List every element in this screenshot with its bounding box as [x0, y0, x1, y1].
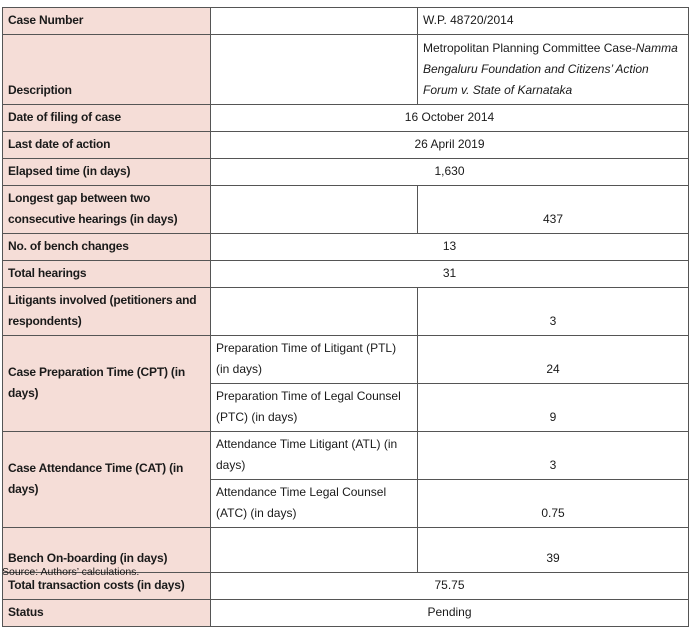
empty-cell: [211, 8, 418, 35]
status-label: Status: [3, 600, 211, 627]
source-note: Source: Authors’ calculations.: [2, 566, 140, 578]
row-status: [3, 600, 689, 627]
row-description: [3, 35, 689, 105]
empty-cell: [211, 35, 418, 105]
row-last-date: [3, 132, 689, 159]
last-date-label: Last date of action: [3, 132, 211, 159]
row-litigants: [3, 288, 689, 336]
bench-onboarding-label: Bench On-boarding (in days): [3, 528, 211, 573]
description-plain-text: Metropolitan Planning Committee Case-: [423, 41, 636, 55]
atc-value: 0.75: [418, 480, 689, 528]
date-of-filing-value: 16 October 2014: [211, 105, 689, 132]
case-number-value: W.P. 48720/2014: [418, 8, 689, 35]
last-date-value: 26 April 2019: [211, 132, 689, 159]
atl-label: Attendance Time Litigant (ATL) (in days): [211, 432, 418, 480]
bench-onboarding-value: 39: [418, 528, 689, 573]
empty-cell: [211, 186, 418, 234]
cat-label: Case Attendance Time (CAT) (in days): [3, 432, 211, 528]
litigants-label: Litigants involved (petitioners and respondents): [3, 288, 211, 336]
longest-gap-value: 437: [418, 186, 689, 234]
atc-label: Attendance Time Legal Counsel (ATC) (in days): [211, 480, 418, 528]
row-cat-atl: [3, 432, 689, 480]
ptc-value: 9: [418, 384, 689, 432]
case-details-table: [2, 7, 689, 627]
litigants-value: 3: [418, 288, 689, 336]
case-number-label: Case Number: [3, 8, 211, 35]
total-hearings-label: Total hearings: [3, 261, 211, 288]
empty-cell: [211, 528, 418, 573]
elapsed-value: 1,630: [211, 159, 689, 186]
ptc-label: Preparation Time of Legal Counsel (PTC) (in days): [211, 384, 418, 432]
bench-changes-value: 13: [211, 234, 689, 261]
description-label: Description: [3, 35, 211, 105]
row-bench-changes: [3, 234, 689, 261]
row-longest-gap: [3, 186, 689, 234]
cpt-label: Case Preparation Time (CPT) (in days): [3, 336, 211, 432]
atl-value: 3: [418, 432, 689, 480]
status-value: Pending: [211, 600, 689, 627]
total-costs-value: 75.75: [211, 573, 689, 600]
row-case-number: [3, 8, 689, 35]
row-elapsed: [3, 159, 689, 186]
total-hearings-value: 31: [211, 261, 689, 288]
description-italic-text: Namma Bengaluru Foundation and Citizens’ Action Forum v. State of Karnataka: [423, 41, 678, 97]
row-total-hearings: [3, 261, 689, 288]
empty-cell: [211, 288, 418, 336]
total-costs-label: Total transaction costs (in days): [3, 573, 211, 600]
longest-gap-label: Longest gap between two consecutive hearings (in days): [3, 186, 211, 234]
row-cpt-ptl: [3, 336, 689, 384]
description-value: [418, 35, 689, 105]
ptl-label: Preparation Time of Litigant (PTL) (in days): [211, 336, 418, 384]
elapsed-label: Elapsed time (in days): [3, 159, 211, 186]
row-date-of-filing: [3, 105, 689, 132]
ptl-value: 24: [418, 336, 689, 384]
bench-changes-label: No. of bench changes: [3, 234, 211, 261]
date-of-filing-label: Date of filing of case: [3, 105, 211, 132]
